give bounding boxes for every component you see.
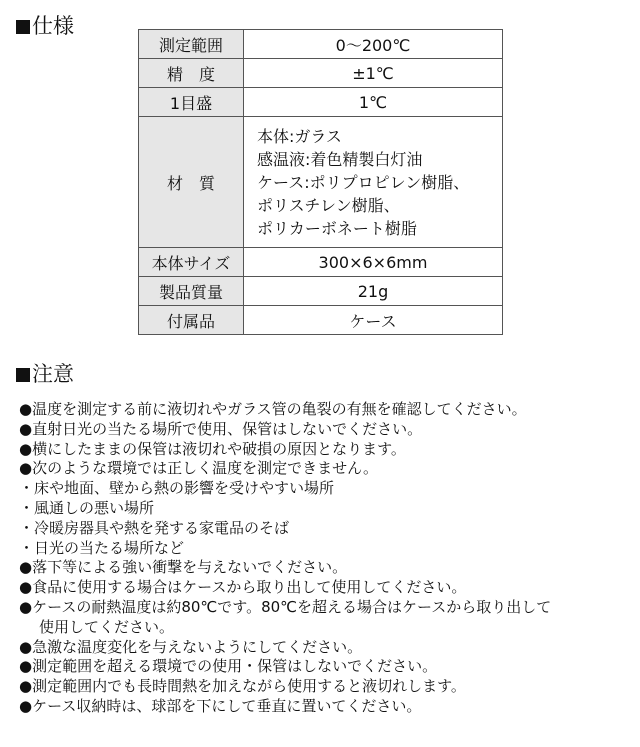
spec-value: 21g (244, 277, 503, 306)
spec-row-accuracy (139, 59, 503, 88)
notes-list (19, 400, 634, 717)
spec-label: 付属品 (139, 306, 244, 335)
note-line: ●温度を測定する前に液切れやガラス管の亀裂の有無を確認してください。 (19, 400, 527, 418)
spec-label: 材 質 (139, 117, 244, 248)
spec-value: 0〜200℃ (244, 30, 503, 59)
spec-section-title (16, 14, 74, 38)
spec-row-size (139, 248, 503, 277)
notes-section-title (16, 362, 74, 386)
note-line: ●直射日光の当たる場所で使用、保管はしないでください。 (19, 419, 423, 438)
spec-value: ケース (244, 306, 503, 335)
spec-label: 製品質量 (139, 277, 244, 306)
material-line: 感温液:着色精製白灯油 (257, 149, 423, 169)
note-line: ・日光の当たる場所など (19, 538, 185, 557)
square-bullet-icon (16, 368, 30, 382)
spec-row-range (139, 30, 503, 59)
note-line: ・床や地面、壁から熱の影響を受けやすい場所 (19, 479, 335, 498)
note-line: ●測定範囲内でも長時間熱を加えながら使用すると液切れします。 (19, 677, 466, 696)
spec-label: 本体サイズ (139, 248, 244, 277)
spec-row-scale (139, 88, 503, 117)
spec-title-text: 仕様 (32, 14, 74, 38)
material-line: ポリスチレン樹脂、 (257, 195, 400, 215)
note-line: ・風通しの悪い場所 (19, 498, 155, 517)
material-line: 本体:ガラス (257, 126, 342, 146)
spec-label: 精 度 (139, 59, 244, 88)
spec-value: 300×6×6mm (244, 248, 503, 277)
material-line: ポリカーボネート樹脂 (257, 218, 417, 238)
spec-row-weight (139, 277, 503, 306)
note-line: ・冷暖房器具や熱を発する家電品のそば (19, 518, 290, 537)
note-line: ●次のような環境では正しく温度を測定できません。 (19, 459, 378, 478)
note-line: ●横にしたままの保管は液切れや破損の原因となります。 (19, 439, 406, 458)
material-line: ケース:ポリプロピレン樹脂、 (257, 172, 470, 192)
note-line: ●急激な温度変化を与えないようにしてください。 (19, 637, 363, 656)
note-line: ●ケースの耐熱温度は約80℃です。80℃を超える場合はケースから取り出して (19, 597, 552, 616)
note-line: 使用してください。 (39, 617, 175, 636)
spec-table (138, 29, 503, 335)
spec-value-material (244, 117, 503, 248)
square-bullet-icon (16, 20, 30, 34)
spec-row-material (139, 117, 503, 248)
spec-label: 1目盛 (139, 88, 244, 117)
note-line: ●ケース収納時は、球部を下にして垂直に置いてください。 (19, 696, 422, 715)
note-line: ●食品に使用する場合はケースから取り出して使用してください。 (19, 578, 467, 597)
note-line: ●測定範囲を超える環境での使用・保管はしないでください。 (19, 657, 438, 676)
note-line: ●落下等による強い衝撃を与えないでください。 (19, 558, 348, 577)
spec-label: 測定範囲 (139, 30, 244, 59)
notes-title-text: 注意 (32, 362, 74, 386)
spec-row-accessory (139, 306, 503, 335)
spec-value: 1℃ (244, 88, 503, 117)
spec-value: ±1℃ (244, 59, 503, 88)
